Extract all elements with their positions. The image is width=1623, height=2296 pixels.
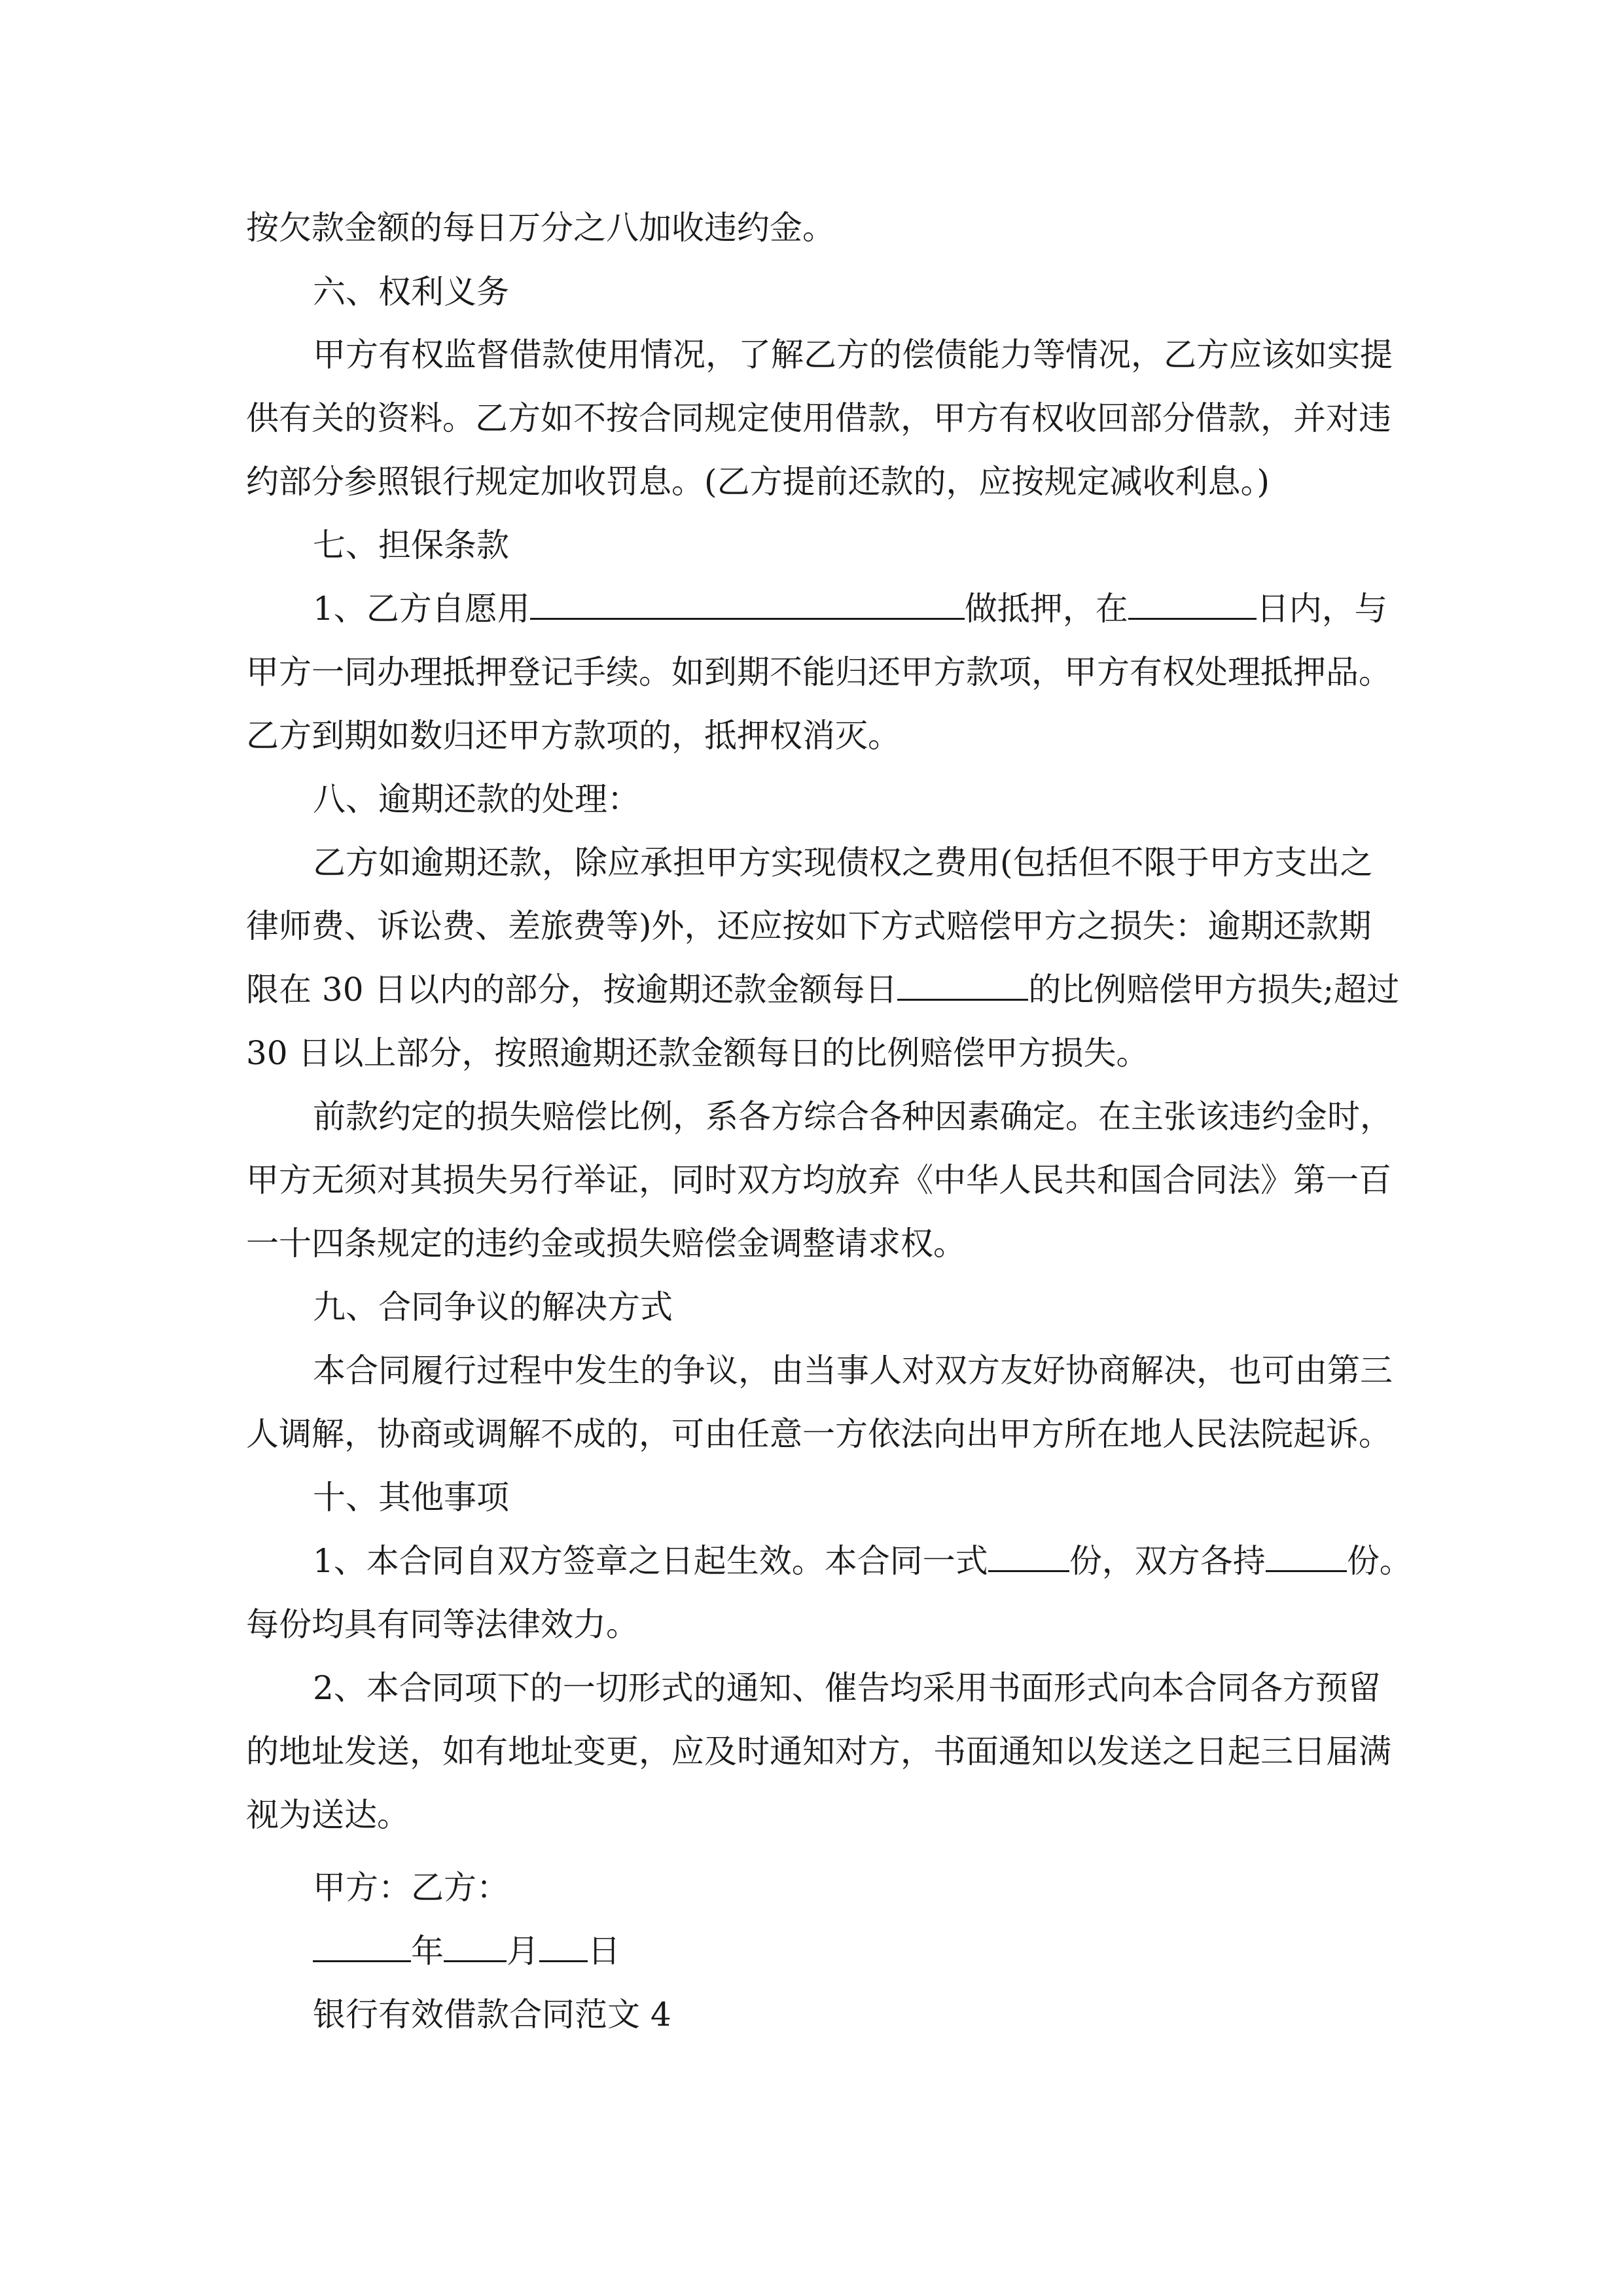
text-line	[246, 651, 1391, 693]
text-line	[313, 1540, 1412, 1582]
text-line	[313, 588, 1387, 630]
text-line	[246, 461, 1270, 503]
text-line	[246, 1731, 1391, 1772]
text-line	[246, 1604, 639, 1645]
text-line	[313, 842, 1373, 884]
collateral-blank	[530, 588, 965, 620]
text-line	[246, 397, 1391, 439]
text: 八、逾期还款的处理：	[313, 780, 640, 818]
text: 的地址发送，如有地址变更，应及时通知对方，书面通知以发送之日起三日届满	[246, 1732, 1391, 1770]
text: 银行有效借款合同范文 4	[313, 1996, 671, 2034]
text: 十、其他事项	[313, 1479, 509, 1516]
text-line	[246, 1032, 1149, 1074]
text: 七、担保条款	[313, 526, 509, 564]
text-line	[313, 334, 1393, 376]
text: 乙方到期如数归还甲方款项的，抵押权消灭。	[246, 717, 901, 755]
text: 六、权利义务	[313, 273, 509, 311]
section-heading	[313, 1286, 673, 1328]
text: 2、本合同项下的一切形式的通知、催告均采用书面形式向本合同各方预留	[313, 1669, 1381, 1707]
text-line	[313, 1096, 1393, 1138]
text: 30 日以上部分，按照逾期还款金额每日的比例赔偿甲方损失。	[246, 1034, 1149, 1072]
text-line	[246, 207, 835, 249]
date-line	[313, 1930, 620, 1972]
copies-blank	[988, 1540, 1069, 1572]
text: 年	[411, 1932, 444, 1970]
month-blank	[444, 1930, 507, 1962]
text: 甲方有权监督借款使用情况，了解乙方的偿债能力等情况，乙方应该如实提	[313, 336, 1393, 374]
year-blank	[313, 1930, 411, 1962]
text: 本合同履行过程中发生的争议，由当事人对双方友好协商解决，也可由第三	[313, 1352, 1393, 1390]
text-line	[246, 905, 1372, 947]
text-line	[246, 1794, 410, 1836]
section-heading	[313, 778, 640, 820]
section-heading	[313, 271, 509, 313]
text-line	[246, 1159, 1391, 1201]
text-line	[246, 1223, 966, 1265]
rate-blank	[897, 969, 1028, 1001]
text: 份。	[1346, 1542, 1412, 1580]
text-line	[246, 969, 1399, 1011]
text: 九、合同争议的解决方式	[313, 1288, 673, 1326]
text: 的比例赔偿甲方损失;超过	[1028, 971, 1400, 1009]
text: 前款约定的损失赔偿比例，系各方综合各种因素确定。在主张该违约金时，	[313, 1098, 1393, 1136]
text: 按欠款金额的每日万分之八加收违约金。	[246, 209, 835, 247]
text: 份，双方各持	[1069, 1542, 1266, 1580]
section-heading	[313, 1477, 509, 1518]
days-blank	[1128, 588, 1257, 620]
text: 甲方：乙方：	[313, 1869, 509, 1907]
copies-each-blank	[1266, 1540, 1347, 1572]
text: 乙方如逾期还款，除应承担甲方实现债权之费用(包括但不限于甲方支出之	[313, 844, 1373, 882]
text-line	[246, 1413, 1391, 1455]
text: 每份均具有同等法律效力。	[246, 1605, 639, 1643]
text: 限在 30 日以内的部分，按逾期还款金额每日	[246, 971, 898, 1009]
text: 月	[507, 1932, 539, 1970]
section-heading	[313, 524, 509, 566]
text: 人调解，协商或调解不成的，可由任意一方依法向出甲方所在地人民法院起诉。	[246, 1415, 1391, 1453]
text: 日内，与	[1256, 590, 1387, 628]
text: 1、乙方自愿用	[313, 590, 530, 628]
text-line	[313, 1667, 1381, 1709]
text: 一十四条规定的违约金或损失赔偿金调整请求权。	[246, 1225, 966, 1263]
text: 做抵押，在	[964, 590, 1128, 628]
text: 律师费、诉讼费、差旅费等)外，还应按如下方式赔偿甲方之损失：逾期还款期	[246, 907, 1372, 945]
signature-line	[313, 1867, 509, 1909]
text-line	[313, 1350, 1393, 1391]
document-heading	[313, 1994, 671, 2036]
text-line	[246, 715, 901, 757]
text: 约部分参照银行规定加收罚息。(乙方提前还款的，应按规定减收利息。)	[246, 463, 1270, 501]
text: 视为送达。	[246, 1796, 410, 1834]
text: 甲方无须对其损失另行举证，同时双方均放弃《中华人民共和国合同法》第一百	[246, 1161, 1391, 1199]
day-blank	[539, 1930, 588, 1962]
text: 供有关的资料。乙方如不按合同规定使用借款，甲方有权收回部分借款，并对违	[246, 399, 1391, 437]
text: 日	[588, 1932, 620, 1970]
text: 1、本合同自双方签章之日起生效。本合同一式	[313, 1542, 988, 1580]
text: 甲方一同办理抵押登记手续。如到期不能归还甲方款项，甲方有权处理抵押品。	[246, 653, 1391, 691]
